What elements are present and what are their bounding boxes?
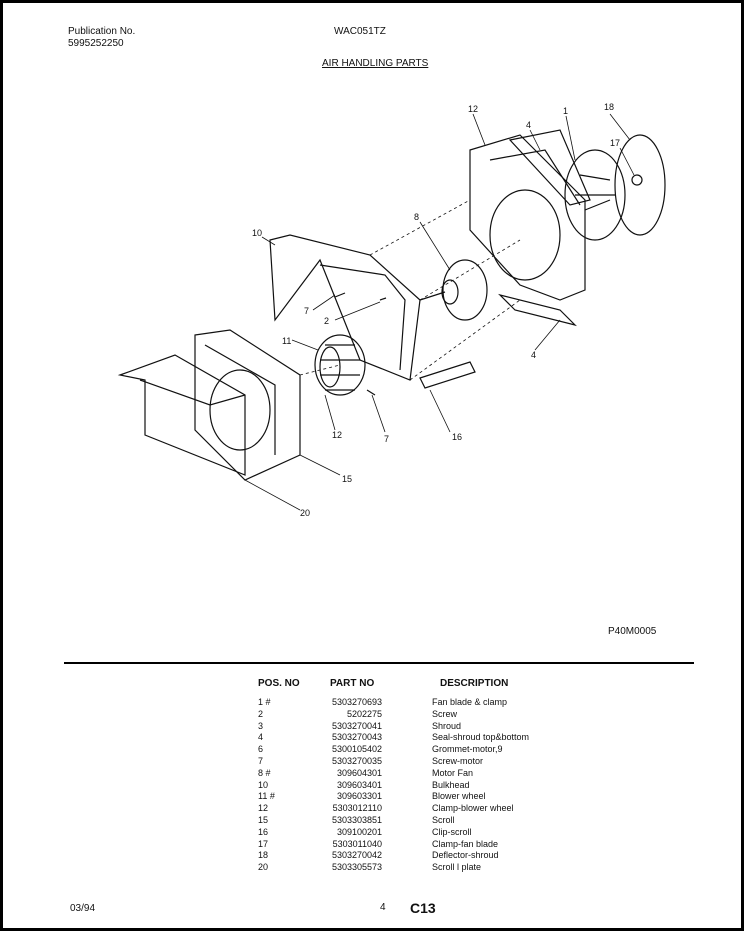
- part-no-cell: 309100201: [336, 826, 382, 837]
- callout-2: 2: [324, 316, 330, 326]
- part-no-cell: 5303270043: [331, 732, 382, 743]
- part-no-cell: 309603401: [336, 779, 382, 790]
- seal-bottom-part: [500, 295, 575, 325]
- callout-12: 12: [332, 430, 343, 440]
- part-no-cell: 5303270042: [331, 850, 382, 861]
- pos-no-cell: 10: [258, 779, 269, 790]
- header-description: DESCRIPTION: [440, 678, 509, 689]
- description-cell: Fan blade & clamp: [432, 697, 508, 707]
- callout-7-lower: 7: [384, 434, 390, 444]
- deflector-part: [615, 135, 665, 235]
- pos-no-cell: 6: [258, 744, 264, 755]
- part-no-cell: 5202275: [346, 708, 382, 719]
- part-no-cell: 5303270041: [331, 720, 382, 731]
- pos-no-cell: 12: [258, 803, 269, 814]
- publication-label: Publication No.: [68, 26, 136, 37]
- callout-10: 10: [252, 228, 263, 238]
- pos-no-cell: 3: [258, 720, 264, 731]
- callout-11: 11: [282, 336, 292, 346]
- description-cell: Bulkhead: [432, 779, 470, 790]
- header-pos-no: POS. NO: [258, 678, 300, 689]
- description-cell: Shroud: [432, 720, 462, 731]
- pos-no-cell: 4: [258, 732, 264, 743]
- description-cell: Grommet-motor,9: [432, 744, 503, 755]
- screw-motor-part: [367, 390, 375, 395]
- description-cell: Deflector-shroud: [432, 850, 499, 861]
- part-no-cell: 5303305573: [331, 862, 382, 873]
- header-part-no: PART NO: [330, 678, 375, 689]
- description-cell: Motor Fan: [432, 767, 474, 778]
- description-cell: Seal-shroud top&bottom: [432, 732, 530, 743]
- footer-date: 03/94: [70, 903, 96, 914]
- scroll-plate-part: [120, 355, 245, 475]
- callout-3: 12: [468, 104, 479, 114]
- section-title: AIR HANDLING PARTS: [322, 58, 429, 69]
- callout-18: 18: [604, 102, 615, 112]
- pos-no-cell: 16: [258, 826, 269, 837]
- clamp-fan-blade-part: [632, 175, 642, 185]
- description-cell: Clip-scroll: [432, 826, 472, 837]
- description-cell: Clamp-blower wheel: [432, 803, 514, 814]
- description-cell: Screw-motor: [432, 756, 484, 766]
- callout-8: 8: [414, 212, 420, 222]
- pos-no-cell: 17: [258, 838, 269, 849]
- screw-part: [335, 293, 345, 297]
- description-cell: Blower wheel: [432, 791, 486, 802]
- part-no-cell: 5303012110: [332, 803, 382, 814]
- pos-no-cell: 7: [258, 756, 264, 766]
- callout-4-bottom: 4: [531, 350, 537, 360]
- drawing-code: P40M0005: [608, 626, 657, 637]
- part-no-cell: 5303011040: [332, 838, 382, 849]
- pos-no-cell: 2: [258, 708, 264, 719]
- shroud-opening: [490, 190, 560, 280]
- pos-no-cell: 15: [258, 815, 269, 825]
- part-no-cell: 309604301: [336, 767, 382, 778]
- table-divider: [64, 662, 694, 664]
- pos-no-cell: 18: [258, 850, 269, 861]
- callout-16: 16: [452, 432, 463, 442]
- part-no-cell: 5303270035: [331, 756, 382, 766]
- description-cell: Clamp-fan blade: [432, 838, 499, 849]
- callout-1: 1: [563, 106, 569, 116]
- pos-no-cell: 1 #: [258, 697, 271, 707]
- footer-code: C13: [410, 900, 436, 916]
- pos-no-cell: 8 #: [258, 767, 271, 778]
- footer-page-number: 4: [380, 902, 386, 913]
- description-cell: Screw: [432, 708, 458, 719]
- callout-7-upper: 7: [304, 306, 310, 316]
- pos-no-cell: 11 #: [258, 791, 275, 802]
- bulkhead-part: [270, 235, 420, 380]
- callout-20: 20: [300, 508, 311, 518]
- part-no-cell: 309603301: [336, 791, 382, 802]
- callout-4-top: 4: [526, 120, 532, 130]
- description-cell: Scroll: [432, 815, 455, 825]
- callout-17: 17: [610, 138, 621, 148]
- pos-no-cell: 20: [258, 862, 269, 873]
- callout-15: 15: [342, 474, 353, 484]
- publication-number: 5995252250: [68, 38, 124, 49]
- clip-scroll-part: [420, 362, 475, 388]
- part-no-cell: 5300105402: [331, 744, 382, 755]
- model-number: WAC051TZ: [334, 26, 386, 37]
- part-no-cell: 5303270693: [331, 697, 382, 707]
- part-no-cell: 5303303851: [331, 815, 382, 825]
- description-cell: Scroll l plate: [432, 862, 482, 873]
